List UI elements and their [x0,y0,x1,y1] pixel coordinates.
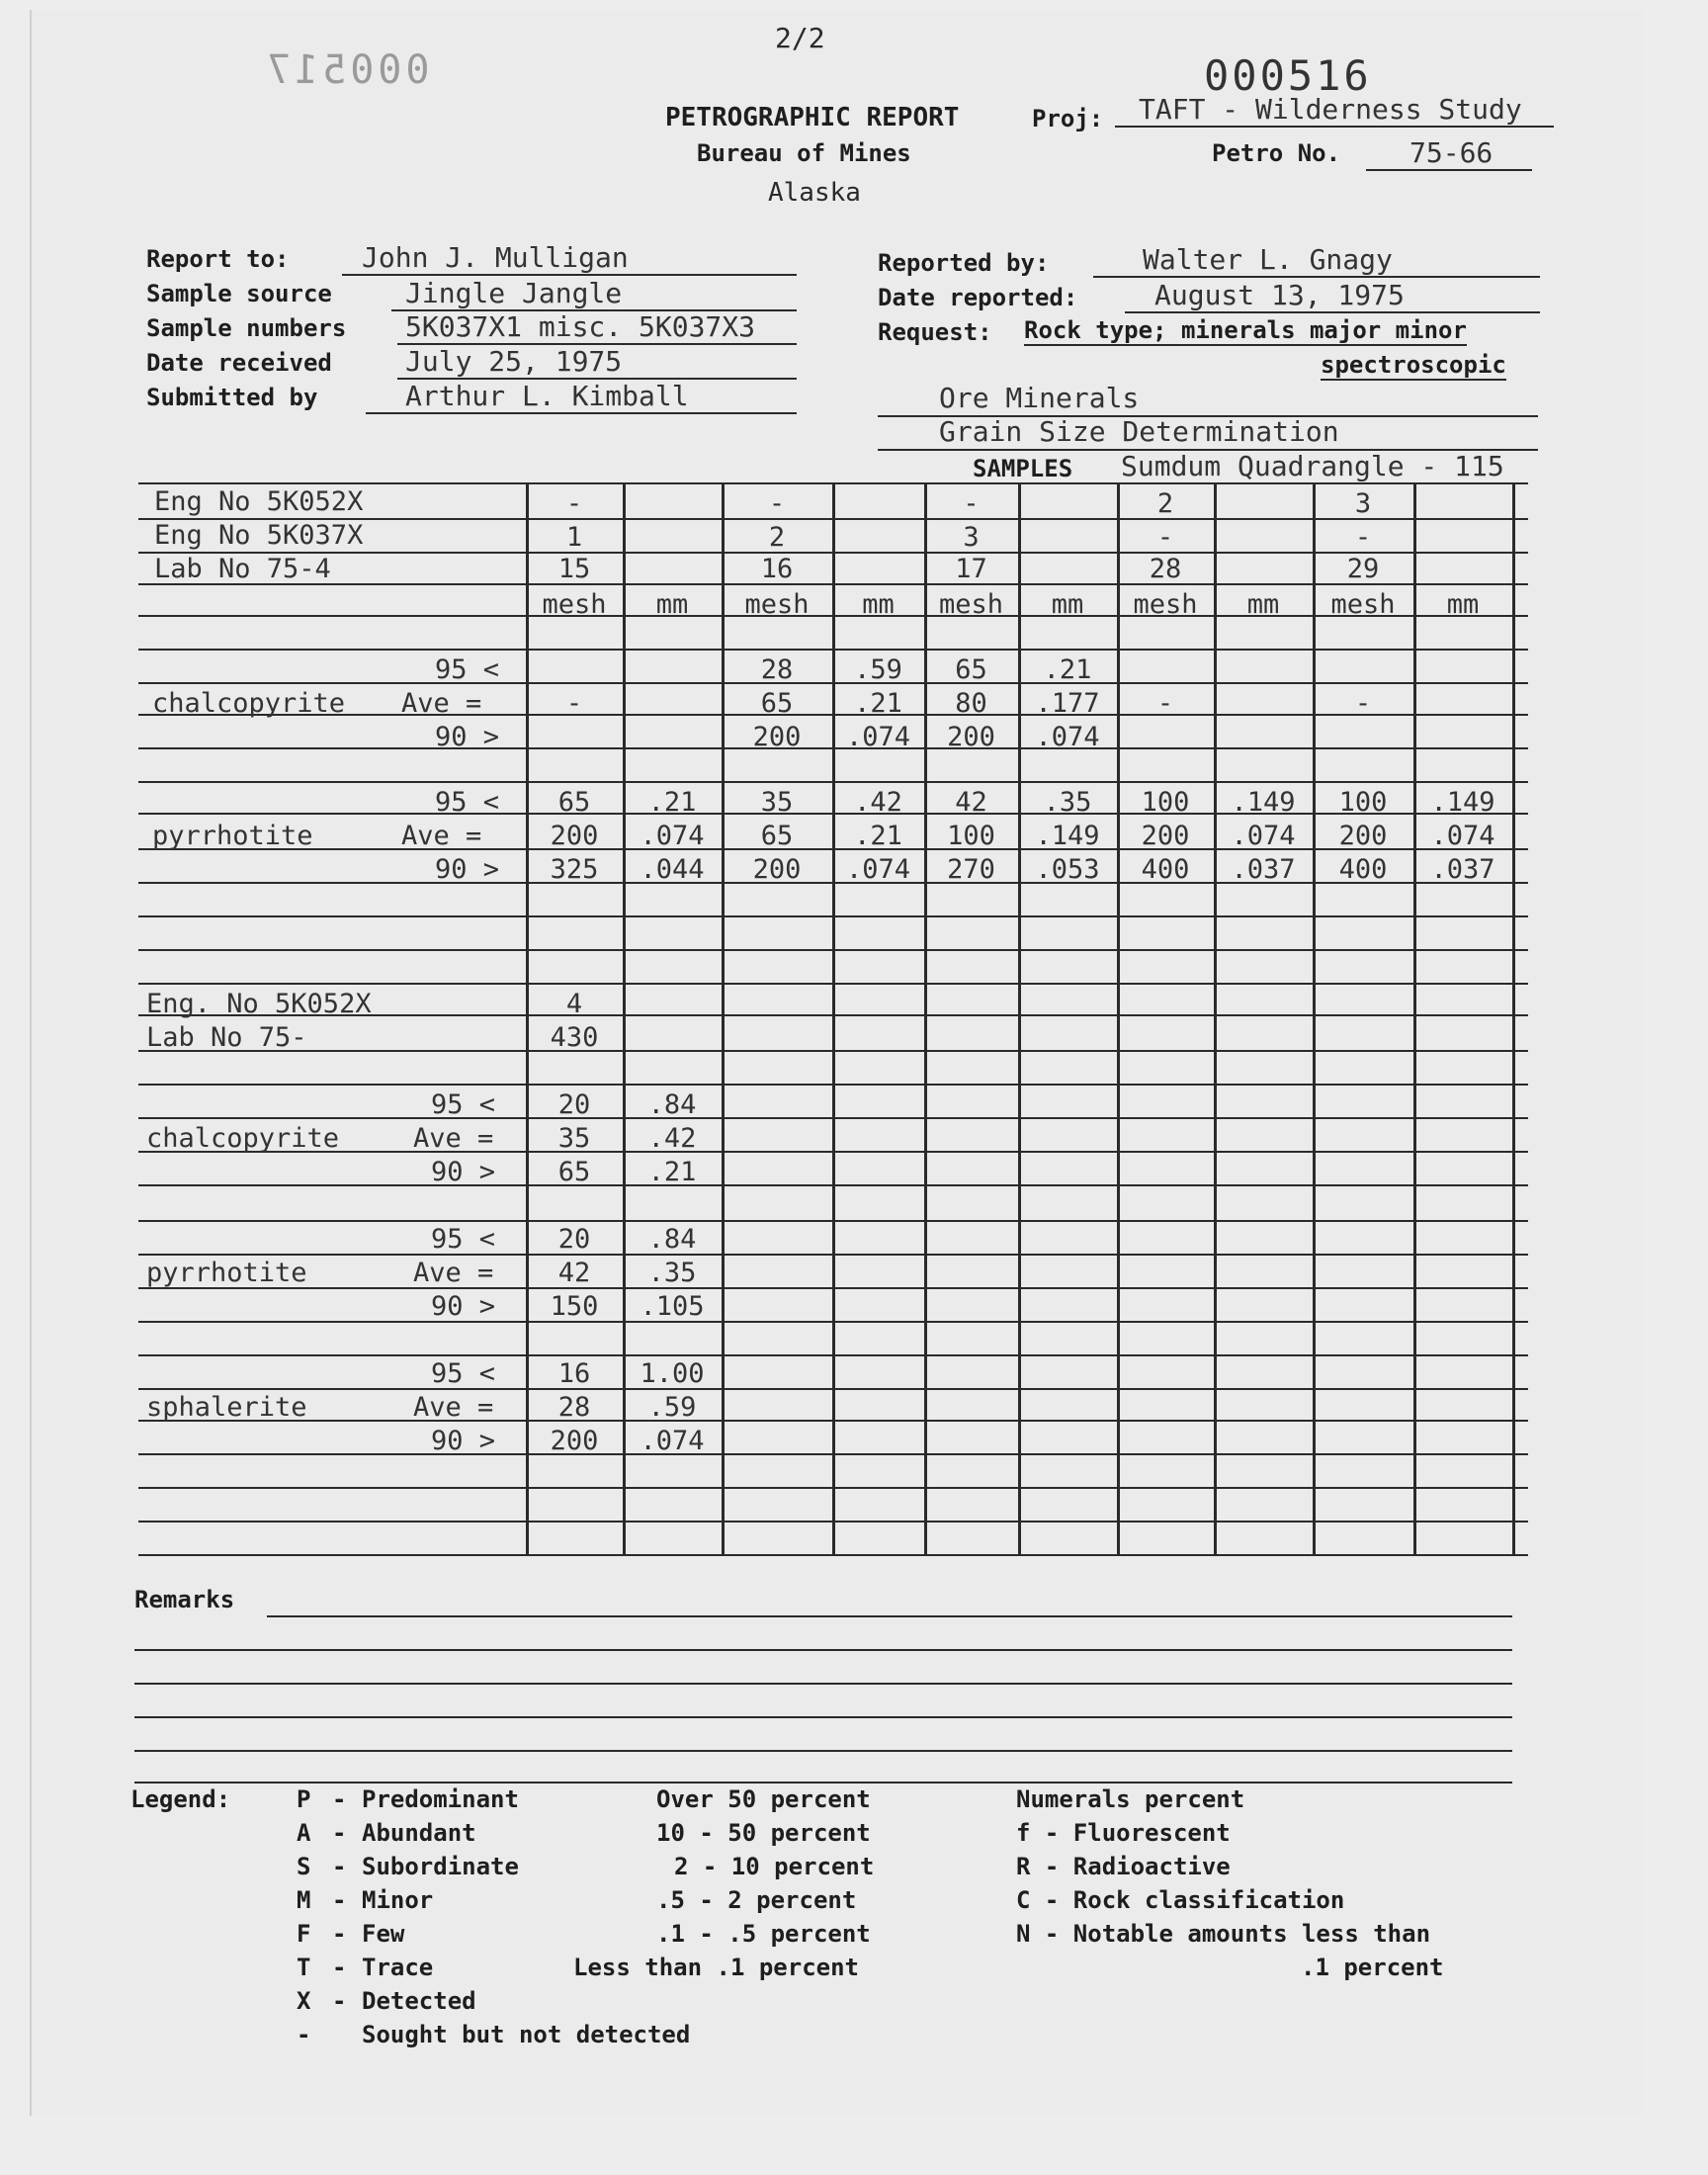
table-column-line [1413,482,1416,1554]
grain-size-value: - [565,688,583,719]
legend-label: Legend: [130,1785,231,1813]
request-line-3: Ore Minerals [939,382,1140,414]
grain-size-value: - [1156,688,1174,719]
column-unit-mm: mm [655,589,689,620]
legend-name: Predominant [362,1785,519,1813]
submitted-by-label: Submitted by [146,384,318,411]
size-row-label: 90 > [435,722,500,752]
table-row-line [138,649,1528,651]
column-unit-mesh: mesh [1330,589,1396,620]
legend-note: N - Notable amounts less than [1016,1920,1431,1948]
submitted-by-value: Arthur L. Kimball [366,380,797,414]
grain-size-value: 100 [947,821,995,851]
legend-name: Trace [362,1954,434,1981]
grain-size-mesh: 150 [550,1291,599,1322]
legend-code: X [297,1987,311,2015]
grain-size-mm: .35 [647,1258,697,1288]
sample-lab-value: 28 [1149,554,1182,584]
table-column-line [832,482,835,1554]
table-column-line [1018,482,1021,1554]
table-row-line [138,1453,1528,1455]
request-label: Request: [878,318,992,346]
reported-by-label: Reported by: [878,249,1050,277]
table-column-line [1512,482,1515,1554]
head-label-eng052: Eng No 5K052X [154,486,364,517]
sample-eng052-value: - [565,488,583,519]
column-unit-mm: mm [1051,589,1084,620]
remarks-line [134,1649,1512,1651]
legend-code: A [297,1819,311,1847]
reported-by-value: Walter L. Gnagy [1093,243,1540,278]
grain-size-value: .074 [845,722,911,752]
grain-size-mm: .42 [647,1123,697,1154]
legend-code: F [297,1920,311,1948]
legend-name: Detected [362,1987,476,2015]
legend-dash: - [332,1886,347,1914]
grain-size-value: .59 [854,654,902,685]
legend-note: R - Radioactive [1016,1853,1231,1880]
proj-label: Proj: [1032,105,1104,132]
column-unit-mesh: mesh [938,589,1004,620]
size-row-label: 95 < [435,787,500,818]
legend-code: M [297,1886,311,1914]
request-line-2: spectroscopic [1321,351,1506,379]
stamp-number: 000516 [1204,51,1372,100]
samples-value: Sumdum Quadrangle - 115 [1121,450,1504,482]
table-row-line [138,983,1528,985]
table-column-line [1313,482,1316,1554]
mineral-name: sphalerite [146,1392,307,1423]
date-received-value: July 25, 1975 [397,345,797,380]
remarks-line [134,1683,1512,1685]
grain-size-mesh: 200 [550,1426,599,1456]
legend-name: Subordinate [362,1853,519,1880]
table-row-line [138,1287,1528,1289]
legend-range: Less than .1 percent [573,1954,859,1981]
grain-size-value: 200 [1338,821,1388,851]
sample-eng052-value: 3 [1354,488,1372,519]
remarks-line [134,1750,1512,1752]
request-line-1: Rock type; minerals major minor [1024,316,1467,344]
head-label-lab: Lab No 75-4 [154,554,331,584]
table-row-line [138,482,1528,484]
grain-size-value: .35 [1043,787,1092,818]
size-row-label: 90 > [431,1426,496,1456]
table-row-line [138,1554,1528,1556]
size-row-label: 90 > [431,1291,496,1322]
sample-eng037-value: - [1354,522,1372,553]
grain-size-mesh: 16 [557,1358,591,1389]
grain-size-mm: 1.00 [640,1358,705,1389]
grain-size-value: 200 [752,722,802,752]
grain-size-mesh: 20 [557,1089,591,1120]
column-unit-mesh: mesh [542,589,607,620]
sample-eng052-value: - [963,488,980,519]
grain-size-mm: .84 [647,1089,697,1120]
grain-size-value: 325 [550,854,599,885]
table-row-line [138,1521,1528,1522]
grain-size-mm: .105 [640,1291,705,1322]
table-row-line [138,1388,1528,1390]
legend-note: C - Rock classification [1016,1886,1345,1914]
grain-size-value: 100 [1141,787,1190,818]
grain-size-value: 28 [760,654,794,685]
remarks-line [134,1782,1512,1784]
legend-code: P [297,1785,311,1813]
grain-size-value: 42 [955,787,987,818]
column-unit-mesh: mesh [744,589,810,620]
legend-dash: - [332,1987,347,2015]
grain-size-value: .42 [854,787,902,818]
size-row-label: Ave = [401,688,482,719]
grain-size-value: .037 [1231,854,1296,885]
legend-range: .5 - 2 percent [656,1886,857,1914]
grain-size-value: 200 [550,821,599,851]
sample-numbers-label: Sample numbers [146,314,347,342]
grain-size-value: 65 [760,821,794,851]
date-received-label: Date received [146,349,332,377]
second-lab-value: 430 [550,1022,599,1053]
grain-size-value: .074 [1231,821,1296,851]
legend-name: Few [362,1920,405,1948]
page-number: 2/2 [775,22,825,54]
grain-size-value: 100 [1338,787,1388,818]
table-row-line [138,781,1528,783]
size-row-label: Ave = [413,1392,494,1423]
sample-eng037-value: 3 [963,522,980,553]
grain-size-value: 65 [760,688,794,719]
grain-size-value: 200 [947,722,995,752]
table-column-line [924,482,927,1554]
request-line-4: Grain Size Determination [939,415,1339,448]
column-unit-mm: mm [1246,589,1280,620]
legend-name: Sought but not detected [362,2021,691,2048]
sample-lab-value: 15 [557,554,591,584]
grain-size-value: 200 [752,854,802,885]
second-eng-value: 4 [565,989,583,1019]
grain-size-value: .21 [854,688,902,719]
legend-code: S [297,1853,311,1880]
mineral-name: pyrrhotite [146,1258,307,1288]
report-to-value: John J. Mulligan [342,241,797,276]
mineral-name: pyrrhotite [152,821,313,851]
table-row-line [138,1487,1528,1489]
report-to-label: Report to: [146,245,290,273]
grain-size-mesh: 35 [557,1123,591,1154]
table-column-line [722,482,725,1554]
size-row-label: 95 < [431,1358,496,1389]
region-name: Alaska [768,178,861,208]
legend-range: .1 - .5 percent [656,1920,871,1948]
size-row-label: 95 < [431,1089,496,1120]
table-column-line [1117,482,1120,1554]
petro-label: Petro No. [1212,139,1341,167]
grain-size-mm: .21 [647,1157,697,1187]
second-eng-label: Eng. No 5K052X [146,989,372,1019]
sample-eng037-value: - [1156,522,1174,553]
table-row-line [138,915,1528,917]
sample-lab-value: 17 [955,554,987,584]
grain-size-value: .074 [1035,722,1100,752]
grain-size-value: 65 [557,787,591,818]
table-row-line [138,1220,1528,1222]
legend-dash: - [332,1954,347,1981]
legend-code: - [297,2021,311,2048]
grain-size-mesh: 28 [557,1392,591,1423]
size-row-label: 90 > [431,1157,496,1187]
legend-range: 2 - 10 percent [674,1853,875,1880]
remarks-line [267,1615,1512,1617]
legend-range: 10 - 50 percent [656,1819,871,1847]
grain-size-value: .21 [647,787,697,818]
column-unit-mm: mm [862,589,895,620]
column-unit-mm: mm [1446,589,1480,620]
grain-size-mesh: 42 [557,1258,591,1288]
size-row-label: 90 > [435,854,500,885]
grain-size-mm: .84 [647,1224,697,1255]
legend-name: Abundant [362,1819,476,1847]
size-row-label: 95 < [431,1224,496,1255]
grain-size-value: 270 [947,854,995,885]
legend-dash: - [332,1853,347,1880]
second-lab-label: Lab No 75- [146,1022,307,1053]
sample-eng037-value: 1 [565,522,583,553]
head-label-eng037: Eng No 5K037X [154,520,364,551]
grain-size-value: 80 [955,688,987,719]
column-unit-mesh: mesh [1133,589,1198,620]
grain-size-value: .037 [1430,854,1495,885]
grain-size-mesh: 65 [557,1157,591,1187]
grain-size-value: - [1354,688,1372,719]
faint-stamp-number: 000517 [263,47,430,93]
remarks-label: Remarks [134,1586,235,1613]
grain-size-value: .21 [1043,654,1092,685]
table-row-line [138,1321,1528,1323]
table-row-line [138,1184,1528,1186]
proj-value: TAFT - Wilderness Study [1115,93,1554,128]
grain-size-mm: .074 [640,1426,705,1456]
sample-lab-value: 29 [1346,554,1380,584]
size-row-label: Ave = [413,1258,494,1288]
sample-eng052-value: - [768,488,786,519]
sample-eng052-value: 2 [1156,488,1174,519]
grain-size-value: 35 [760,787,794,818]
grain-size-mm: .59 [647,1392,697,1423]
table-row-line [138,1117,1528,1119]
sample-source-value: Jingle Jangle [391,277,797,311]
table-row-line [138,1084,1528,1086]
grain-size-value: .074 [640,821,705,851]
table-row-line [138,1254,1528,1256]
grain-size-value: 65 [955,654,987,685]
agency-name: Bureau of Mines [697,139,911,167]
table-row-line [138,1050,1528,1052]
grain-size-value: 400 [1338,854,1388,885]
sample-source-label: Sample source [146,280,332,307]
grain-size-value: .044 [640,854,705,885]
date-reported-value: August 13, 1975 [1125,279,1540,313]
legend-note: .1 percent [1301,1954,1444,1981]
grain-size-value: 200 [1141,821,1190,851]
grain-size-value: .149 [1035,821,1100,851]
grain-size-value: 400 [1141,854,1190,885]
legend-name: Minor [362,1886,434,1914]
samples-label: SAMPLES [973,455,1073,482]
grain-size-value: .053 [1035,854,1100,885]
legend-dash: - [332,1819,347,1847]
table-row-line [138,949,1528,951]
grain-size-value: .21 [854,821,902,851]
report-title: PETROGRAPHIC REPORT [665,103,960,132]
mineral-name: chalcopyrite [152,688,346,719]
legend-note: Numerals percent [1016,1785,1245,1813]
legend-range: Over 50 percent [656,1785,871,1813]
mineral-name: chalcopyrite [146,1123,340,1154]
legend-dash: - [332,1785,347,1813]
size-row-label: Ave = [401,821,482,851]
table-row-line [138,1354,1528,1356]
date-reported-label: Date reported: [878,284,1078,311]
grain-size-value: .177 [1035,688,1100,719]
table-row-line [138,1151,1528,1153]
grain-size-mesh: 20 [557,1224,591,1255]
sample-lab-value: 16 [760,554,794,584]
grain-size-value: .074 [1430,821,1495,851]
petro-value: 75-66 [1366,136,1532,171]
grain-size-value: .149 [1430,787,1495,818]
size-row-label: Ave = [413,1123,494,1154]
legend-note: f - Fluorescent [1016,1819,1231,1847]
remarks-line [134,1716,1512,1718]
grain-size-value: .149 [1231,787,1296,818]
size-row-label: 95 < [435,654,500,685]
sample-numbers-value: 5K037X1 misc. 5K037X3 [397,310,797,345]
legend-code: T [297,1954,311,1981]
grain-size-value: .074 [845,854,911,885]
table-column-line [1214,482,1217,1554]
legend-dash: - [332,1920,347,1948]
sample-eng037-value: 2 [768,522,786,553]
table-row-line [138,1420,1528,1422]
